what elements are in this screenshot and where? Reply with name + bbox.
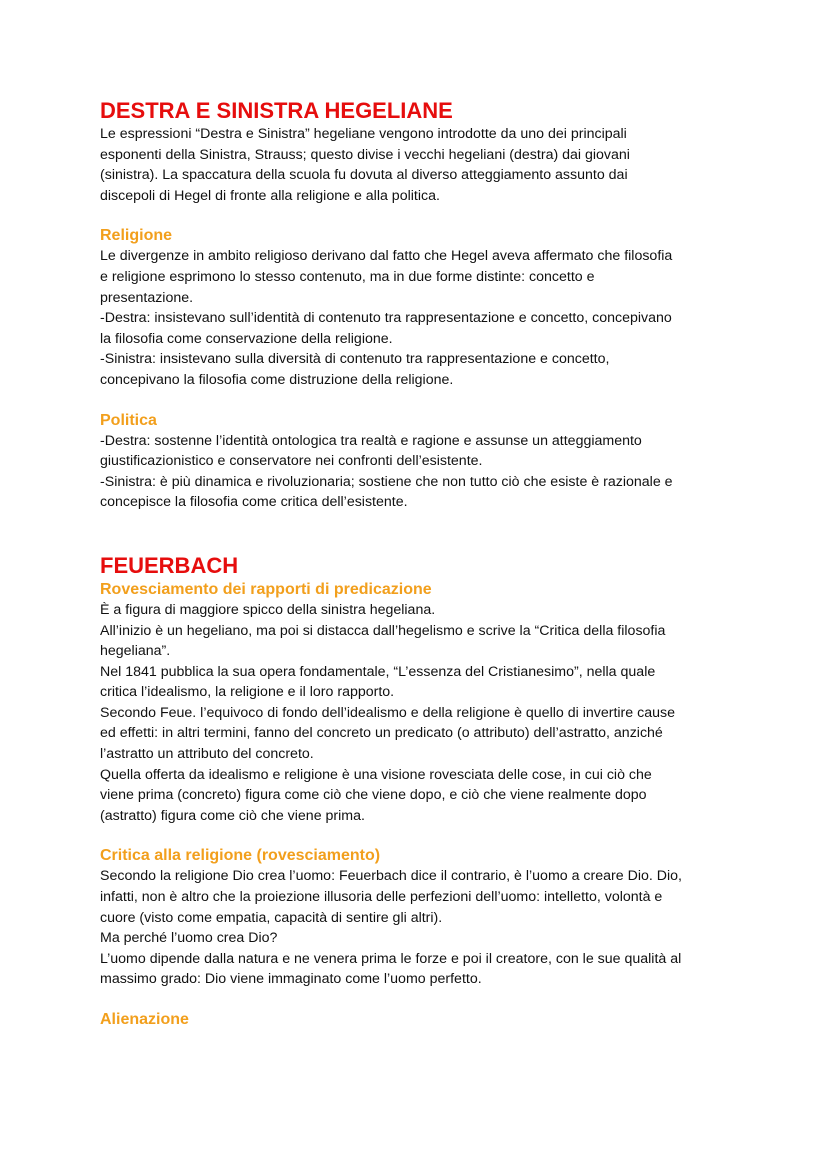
text-line: -Sinistra: insistevano sulla diversità di contenuto tra rappresentazione e concetto, [100,351,610,368]
text-line: -Sinistra: è più dinamica e rivoluzionaria; sostiene che non tutto ciò che esiste è razionale e [100,473,673,490]
text-line: È a figura di maggiore spicco della sinistra hegeliana. [100,601,436,618]
section-title-destra-sinistra: DESTRA E SINISTRA HEGELIANE [100,98,453,123]
text-line: (sinistra). La spaccatura della scuola fu dovuta al diverso atteggiamento assunto dai [100,167,628,184]
text-line: presentazione. [100,289,194,306]
text-line: Secondo la religione Dio crea l’uomo: Feuerbach dice il contrario, è l’uomo a creare Dio. Dio, [100,868,682,885]
spacer [100,513,740,553]
text-line: L’uomo dipende dalla natura e ne venera prima le forze e poi il creatore, con le sue qualità al [100,950,682,967]
text-line: Nel 1841 pubblica la sua opera fondamentale, “L’essenza del Cristianesimo”, nella quale [100,663,656,680]
text-line: -Destra: insistevano sull’identità di contenuto tra rappresentazione e concetto, concepivano [100,310,672,327]
subheading-critica-religione: Critica alla religione (rovesciamento) [100,847,381,865]
subheading-religione: Religione [100,227,173,245]
rovesciamento-paragraph [100,600,740,827]
subheading-alienazione: Alienazione [100,1011,189,1028]
text-line: Le divergenze in ambito religioso derivano dal fatto che Hegel aveva affermato che filosofia [100,248,673,265]
text-line: Ma perché l’uomo crea Dio? [100,930,278,947]
text-line: l’astratto un attributo del concreto. [100,746,314,763]
text-line: discepoli di Hegel di fronte alla religione e alla politica. [100,187,440,204]
text-line: ed effetti: in altri termini, fanno del concreto un predicato (o attributo) dell’astratto, anziché [100,725,663,742]
religione-paragraph [100,246,740,390]
text-line: massimo grado: Dio viene immaginato come l’uomo perfetto. [100,971,482,988]
text-line: e religione esprimono lo stesso contenuto, ma in due forme distinte: concetto e [100,268,595,285]
critica-paragraph [100,866,740,990]
text-line: (astratto) figura come ciò che viene prima. [100,807,365,824]
text-line: infatti, non è altro che la proiezione illusoria delle perfezioni dell’uomo: intelletto, volontà e [100,889,663,906]
text-line: -Destra: sostenne l’identità ontologica tra realtà e ragione e assunse un atteggiamento [100,432,642,449]
text-line: cuore (visto come empatia, capacità di sentire gli altri). [100,909,443,926]
subheading-rovesciamento: Rovesciamento dei rapporti di predicazione [100,580,432,598]
subheading-politica: Politica [100,411,157,429]
text-line: Le espressioni “Destra e Sinistra” hegeliane vengono introdotte da uno dei principali [100,126,627,142]
intro-paragraph [100,124,740,206]
spacer [100,826,740,846]
text-line: critica l’idealismo, la religione e il loro rapporto. [100,684,395,701]
text-line: concepivano la filosofia come distruzione della religione. [100,371,454,388]
text-line: Quella offerta da idealismo e religione è una visione rovesciata delle cose, in cui ciò che [100,766,652,783]
text-line: la filosofia come conservazione della religione. [100,330,393,347]
section-title-feuerbach: FEUERBACH [100,552,239,578]
text-line: giustificazionistico e conservatore nei confronti dell’esistente. [100,453,483,470]
text-line: esponenti della Sinistra, Strauss; questo divise i vecchi hegeliani (destra) dai giovani [100,146,630,163]
text-line: concepisce la filosofia come critica dell’esistente. [100,494,408,511]
text-line: All’inizio è un hegeliano, ma poi si distacca dall’hegelismo e scrive la “Critica della filosofia [100,622,666,639]
text-line: viene prima (concreto) figura come ciò che viene dopo, e ciò che viene realmente dopo [100,787,647,804]
politica-paragraph [100,431,740,513]
text-line: hegeliana”. [100,643,171,660]
text-line: Secondo Feue. l’equivoco di fondo dell’idealismo e della religione è quello di invertire cause [100,704,675,721]
spacer [100,391,740,411]
spacer [100,206,740,226]
document-page [100,98,740,1030]
spacer [100,990,740,1010]
